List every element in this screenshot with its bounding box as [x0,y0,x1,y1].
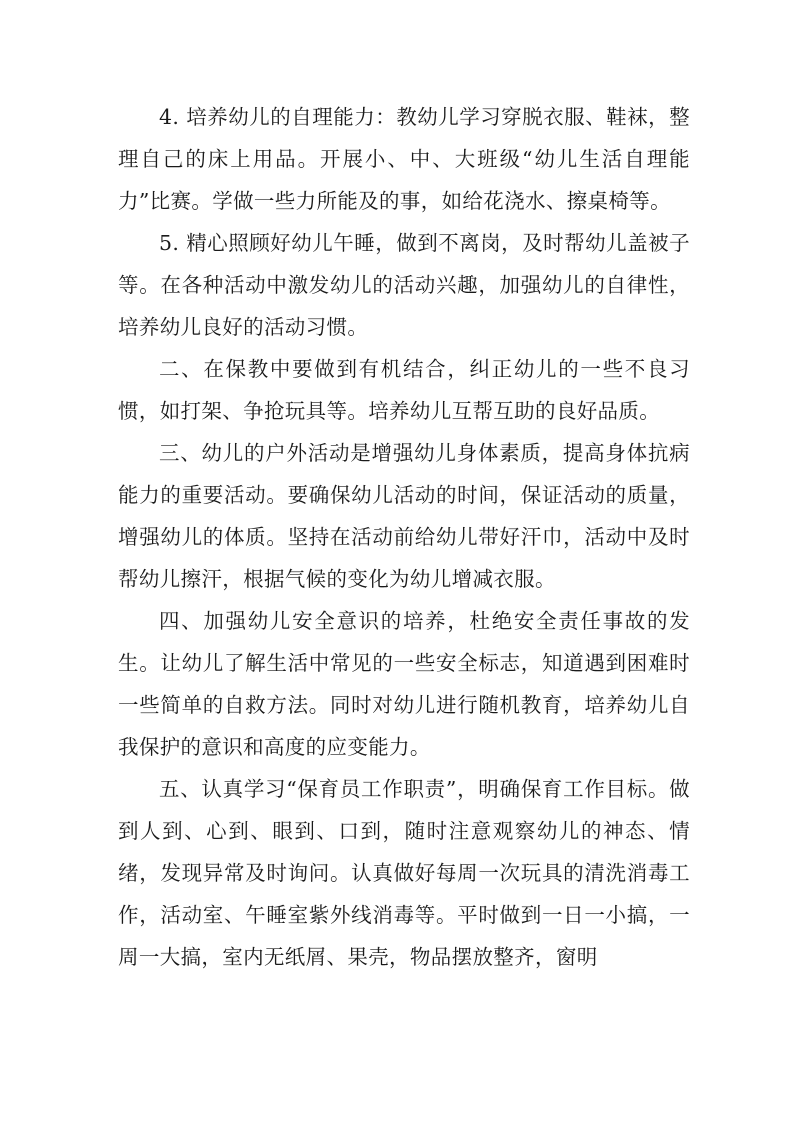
paragraph-caregiver-duties: 五、认真学习“保育员工作职责”，明确保育工作目标。做到人到、心到、眼到、口到，随时注意观察幼儿的神态、情绪，发现异常及时询问。认真做好每周一次玩具的清洗消毒工作，活动室、午睡室紫外线消毒等。平时做到一日一小搞，一周一大搞，室内无纸屑、果壳，物品摆放整齐，窗明 [118,777,690,969]
document-body [118,96,690,978]
paragraph-outdoor-activities: 三、幼儿的户外活动是增强幼儿身体素质，提高身体抗病能力的重要活动。要确保幼儿活动的时间，保证活动的质量，增强幼儿的体质。坚持在活动前给幼儿带好汗巾，活动中及时帮幼儿擦汗，根据气候的变化为幼儿增减衣服。 [118,441,690,591]
paragraph-safety-awareness: 四、加强幼儿安全意识的培养，杜绝安全责任事故的发生。让幼儿了解生活中常见的一些安全标志，知道遇到困难时一些简单的自救方法。同时对幼儿进行随机教育，培养幼儿自我保护的意识和高度的应变能力。 [118,609,690,759]
paragraph-nap-care: 5. 精心照顾好幼儿午睡，做到不离岗，及时帮幼儿盖被子等。在各种活动中激发幼儿的活动兴趣，加强幼儿的自律性，培养幼儿良好的活动习惯。 [118,231,690,339]
paragraph-self-care-ability: 4. 培养幼儿的自理能力：教幼儿学习穿脱衣服、鞋袜，整理自己的床上用品。开展小、中、大班级“幼儿生活自理能力”比赛。学做一些力所能及的事，如给花浇水、擦桌椅等。 [118,105,690,213]
paragraph-education-integration: 二、在保教中要做到有机结合，纠正幼儿的一些不良习惯，如打架、争抢玩具等。培养幼儿互帮互助的良好品质。 [118,357,690,423]
